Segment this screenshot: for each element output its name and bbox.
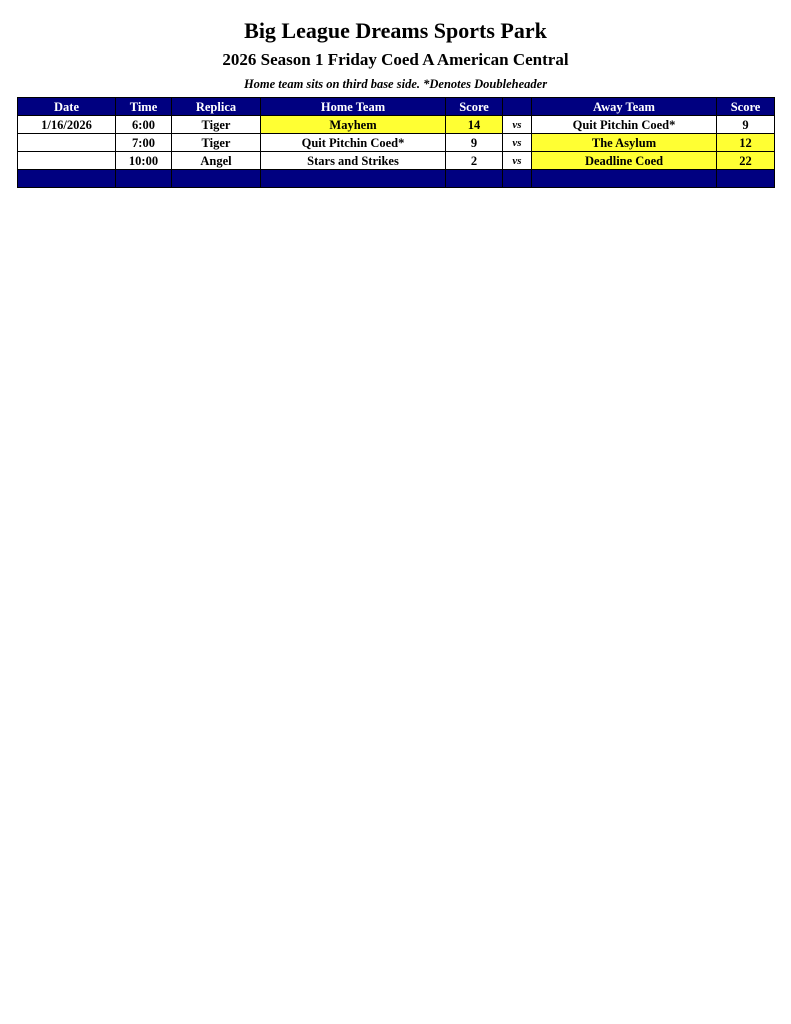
away-team: Quit Pitchin Coed* (532, 116, 717, 134)
column-header-time: Time (116, 98, 172, 116)
column-header-date: Date (18, 98, 116, 116)
column-header-replica: Replica (172, 98, 261, 116)
table-row (18, 152, 775, 170)
away-team: The Asylum (532, 134, 717, 152)
league-subtitle: 2026 Season 1 Friday Coed A American Central (222, 50, 569, 69)
table-row (18, 134, 775, 152)
home-team: Quit Pitchin Coed* (261, 134, 446, 152)
away-score: 9 (717, 116, 775, 134)
table-row (18, 116, 775, 134)
vs-label: vs (503, 116, 532, 134)
game-replica: Angel (172, 152, 261, 170)
column-header-home-team: Home Team (261, 98, 446, 116)
game-date (18, 134, 116, 152)
game-replica: Tiger (172, 116, 261, 134)
footer-cell (261, 170, 446, 188)
vs-label: vs (503, 152, 532, 170)
column-header-home-score: Score (446, 98, 503, 116)
home-team: Stars and Strikes (261, 152, 446, 170)
footer-cell (503, 170, 532, 188)
game-date (18, 152, 116, 170)
game-time: 7:00 (116, 134, 172, 152)
table-header-row (18, 98, 775, 116)
footer-cell (18, 170, 116, 188)
footer-cell (172, 170, 261, 188)
game-time: 6:00 (116, 116, 172, 134)
schedule-table (17, 97, 775, 188)
home-team: Mayhem (261, 116, 446, 134)
footer-cell (446, 170, 503, 188)
game-date: 1/16/2026 (18, 116, 116, 134)
page-title: Big League Dreams Sports Park (244, 18, 547, 43)
vs-label: vs (503, 134, 532, 152)
footer-cell (717, 170, 775, 188)
game-time: 10:00 (116, 152, 172, 170)
away-score: 12 (717, 134, 775, 152)
home-score: 2 (446, 152, 503, 170)
column-header-vs (503, 98, 532, 116)
away-team: Deadline Coed (532, 152, 717, 170)
game-replica: Tiger (172, 134, 261, 152)
footer-cell (116, 170, 172, 188)
home-score: 9 (446, 134, 503, 152)
table-footer-row (18, 170, 775, 188)
home-score: 14 (446, 116, 503, 134)
column-header-away-team: Away Team (532, 98, 717, 116)
away-score: 22 (717, 152, 775, 170)
footer-cell (532, 170, 717, 188)
column-header-away-score: Score (717, 98, 775, 116)
doubleheader-note: Home team sits on third base side. *Denotes Doubleheader (243, 77, 548, 91)
